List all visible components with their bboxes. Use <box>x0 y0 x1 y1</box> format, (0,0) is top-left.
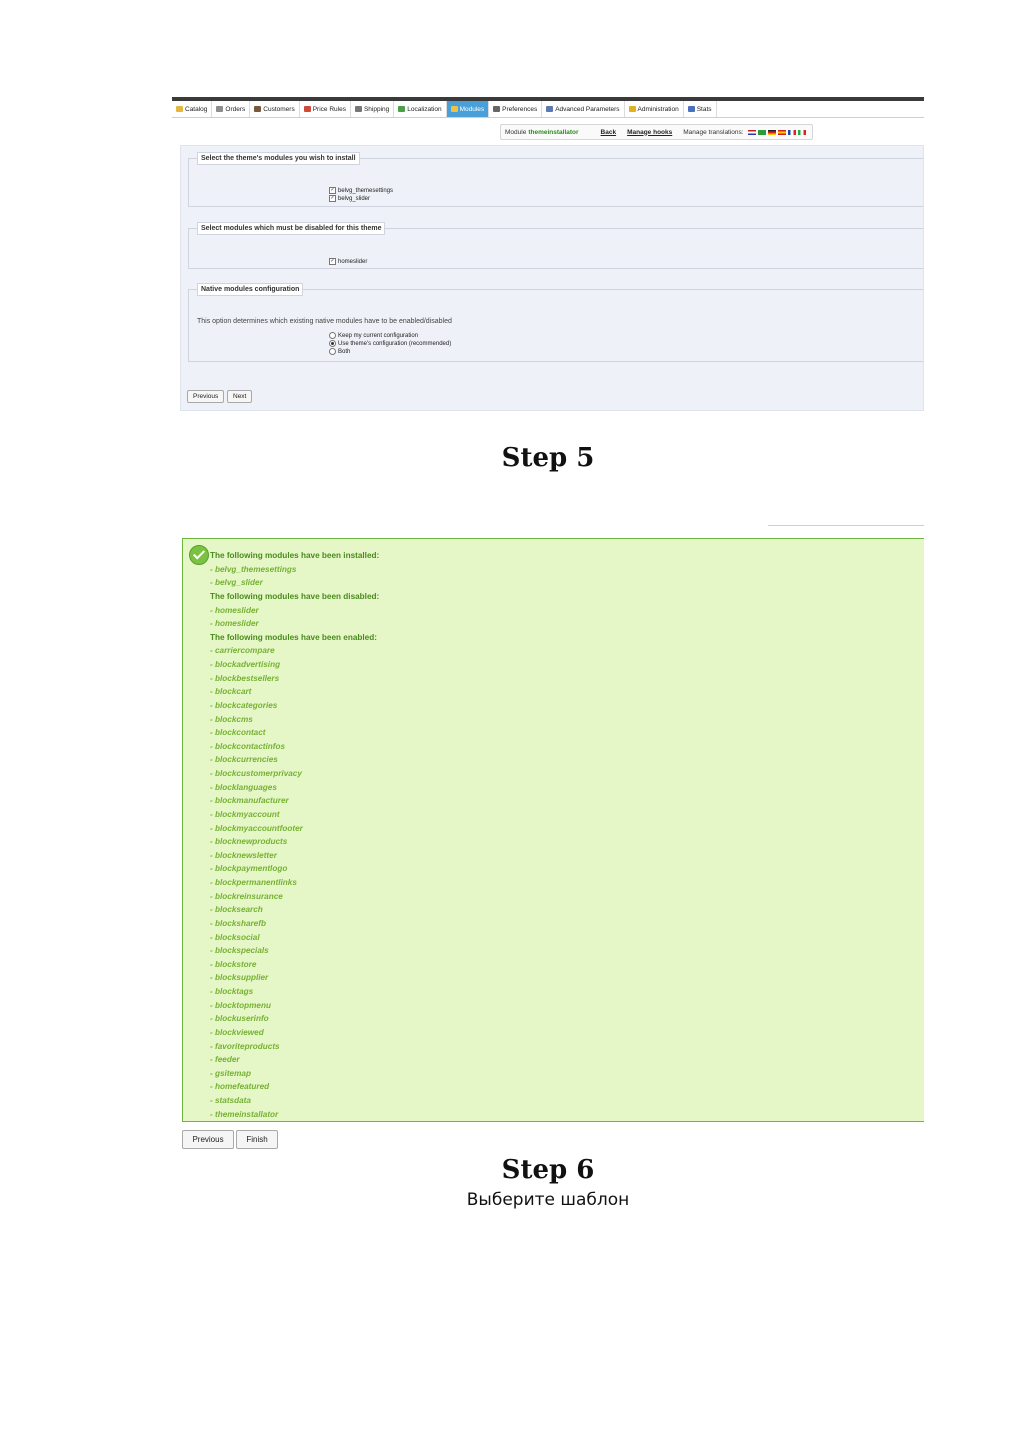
list-item: - carriercompare <box>210 646 275 656</box>
tab-orders[interactable] <box>212 101 250 117</box>
flag-es-icon[interactable] <box>778 130 786 135</box>
config-radio-option[interactable]: Use theme's configuration (recommended) <box>329 340 451 347</box>
module-checkbox-row[interactable]: ✓ belvg_themesettings <box>330 187 394 194</box>
list-item: - homeslider <box>210 619 259 629</box>
module-label: Module <box>505 128 527 136</box>
list-item: - blockcurrencies <box>210 755 278 765</box>
tab-label: Price Rules <box>312 105 346 113</box>
list-item: - blockcontactinfos <box>210 741 286 751</box>
preferences-icon <box>493 106 500 112</box>
list-item: - blockcategories <box>210 700 278 710</box>
caption-subtitle: Выберите шаблон <box>466 1190 630 1210</box>
list-item: - blocksupplier <box>210 973 269 983</box>
list-item: - belvg_themesettings <box>210 564 297 574</box>
radio-icon[interactable] <box>329 348 336 355</box>
tab-label: Preferences <box>502 105 538 113</box>
list-item: - blockstore <box>210 959 257 969</box>
list-item: - blockbestsellers <box>210 673 280 683</box>
list-item: - blockspecials <box>210 946 269 956</box>
list-item: - belvg_slider <box>210 578 263 588</box>
list-item: - blockmyaccount <box>210 809 280 819</box>
tab-advanced-parameters[interactable] <box>542 101 624 117</box>
tab-label: Shipping <box>363 105 390 113</box>
checkbox-checked-icon[interactable]: ✓ <box>330 195 335 201</box>
theme-modules-fieldset <box>188 152 923 207</box>
tab-label: Administration <box>637 105 679 113</box>
list-item: - blocknewsletter <box>210 850 277 860</box>
native-config-description: This option determines which existing native modules have to be enabled/disabled <box>197 318 452 325</box>
module-name: themeinstallator <box>528 128 579 136</box>
enabled-heading: The following modules have been enabled: <box>210 632 377 642</box>
list-item: - feeder <box>210 1055 240 1065</box>
tab-label: Localization <box>407 105 442 113</box>
list-item: - blockpaymentlogo <box>210 864 288 874</box>
list-item: - favoriteproducts <box>210 1041 280 1051</box>
disable-checkbox-row[interactable]: ✓ homeslider <box>330 258 368 265</box>
tab-label: Orders <box>225 105 246 113</box>
step6-title: Step 6 <box>501 1155 595 1185</box>
radio-icon[interactable] <box>329 332 336 339</box>
list-item: - blocksocial <box>210 932 260 942</box>
admin-tabs <box>172 101 924 118</box>
module-toolbar <box>500 124 813 140</box>
tab-preferences[interactable] <box>489 101 542 117</box>
list-item: - blockcms <box>210 714 253 724</box>
tab-price-rules[interactable] <box>300 101 351 117</box>
disabled-list <box>210 604 379 631</box>
list-item: - blocknewproducts <box>210 837 288 847</box>
radio-selected-icon[interactable] <box>329 340 336 347</box>
step5-title: Step 5 <box>501 443 595 473</box>
manage-translations-label: Manage translations: <box>683 128 744 136</box>
module-result-list <box>210 549 379 1121</box>
tab-localization[interactable] <box>394 101 446 117</box>
list-item: - blockcontact <box>210 728 266 738</box>
list-item: - blocktags <box>210 987 254 996</box>
tab-catalog[interactable] <box>172 101 212 117</box>
list-item: - blocksearch <box>210 905 263 915</box>
tab-label: Customers <box>263 105 295 113</box>
price-rules-icon <box>304 106 311 112</box>
manage-hooks-link[interactable]: Manage hooks <box>627 128 673 136</box>
installed-list <box>210 563 379 590</box>
config-radio-option[interactable]: Both <box>329 348 350 355</box>
next-button[interactable]: Next <box>227 390 252 403</box>
previous-button[interactable]: Previous <box>182 1130 234 1149</box>
list-item: - blockpermanentlinks <box>210 878 297 887</box>
advanced-parameters-icon <box>546 106 553 112</box>
flag-fr-icon[interactable] <box>788 130 796 135</box>
disable-modules-legend: Select modules which must be disabled for this theme <box>197 222 385 235</box>
success-check-icon <box>189 545 209 565</box>
checkbox-checked-icon[interactable]: ✓ <box>330 258 335 264</box>
flag-de-icon[interactable] <box>768 130 776 135</box>
list-item: - blockviewed <box>210 1027 264 1037</box>
enabled-list <box>210 644 379 1121</box>
list-item: - blockmanufacturer <box>210 796 289 806</box>
tab-administration[interactable] <box>625 101 684 117</box>
list-item: - blockuserinfo <box>210 1014 269 1024</box>
list-item: - blocksharefb <box>210 918 266 928</box>
tab-label: Advanced Parameters <box>555 105 620 113</box>
theme-modules-legend: Select the theme's modules you wish to install <box>197 152 360 165</box>
success-message-box <box>182 538 924 1122</box>
tab-label: Stats <box>696 105 712 113</box>
tab-stats[interactable] <box>684 101 717 117</box>
module-checkbox-row[interactable]: ✓ belvg_slider <box>330 195 371 202</box>
localization-icon <box>398 106 405 112</box>
previous-button[interactable]: Previous <box>187 390 224 403</box>
tab-label: Catalog <box>185 105 208 113</box>
list-item: - statsdata <box>210 1096 251 1105</box>
stats-icon <box>688 106 695 112</box>
config-radio-option[interactable]: Keep my current configuration <box>329 332 418 339</box>
shipping-icon <box>355 106 362 112</box>
tab-modules[interactable] <box>447 101 490 117</box>
native-config-fieldset <box>188 283 923 362</box>
list-item: - blocklanguages <box>210 782 277 792</box>
disabled-heading: The following modules have been disabled: <box>210 591 380 601</box>
orders-icon <box>216 106 223 112</box>
list-item: - blockmyaccountfooter <box>210 823 303 833</box>
flag-br-icon[interactable] <box>758 130 766 135</box>
list-item: - blockcart <box>210 687 252 697</box>
administration-icon <box>629 106 636 112</box>
modules-icon <box>451 106 458 112</box>
step5-screenshot <box>172 97 924 413</box>
disable-modules-fieldset <box>188 222 923 269</box>
list-item: - homeslider <box>210 605 259 615</box>
divider-line <box>768 525 924 526</box>
theme-install-form <box>180 145 924 411</box>
tab-customers[interactable] <box>250 101 299 117</box>
list-item: - blocktopmenu <box>210 1000 271 1010</box>
flag-it-icon[interactable] <box>798 130 806 135</box>
tab-label: Modules <box>459 105 485 113</box>
checkbox-checked-icon[interactable]: ✓ <box>330 187 335 193</box>
list-item: - blockreinsurance <box>210 891 283 901</box>
tab-shipping[interactable] <box>351 101 394 117</box>
folder-icon <box>176 106 183 112</box>
list-item: - gsitemap <box>210 1068 251 1078</box>
native-config-legend: Native modules configuration <box>197 283 303 296</box>
list-item: - themeinstallator <box>210 1109 279 1119</box>
flag-en-icon[interactable] <box>748 130 756 135</box>
customers-icon <box>254 106 261 112</box>
installed-heading: The following modules have been installed: <box>210 551 380 560</box>
list-item: - homefeatured <box>210 1082 270 1092</box>
list-item: - blockadvertising <box>210 660 281 669</box>
back-link[interactable]: Back <box>600 128 617 136</box>
finish-button[interactable]: Finish <box>236 1130 278 1149</box>
list-item: - blockcustomerprivacy <box>210 769 302 778</box>
